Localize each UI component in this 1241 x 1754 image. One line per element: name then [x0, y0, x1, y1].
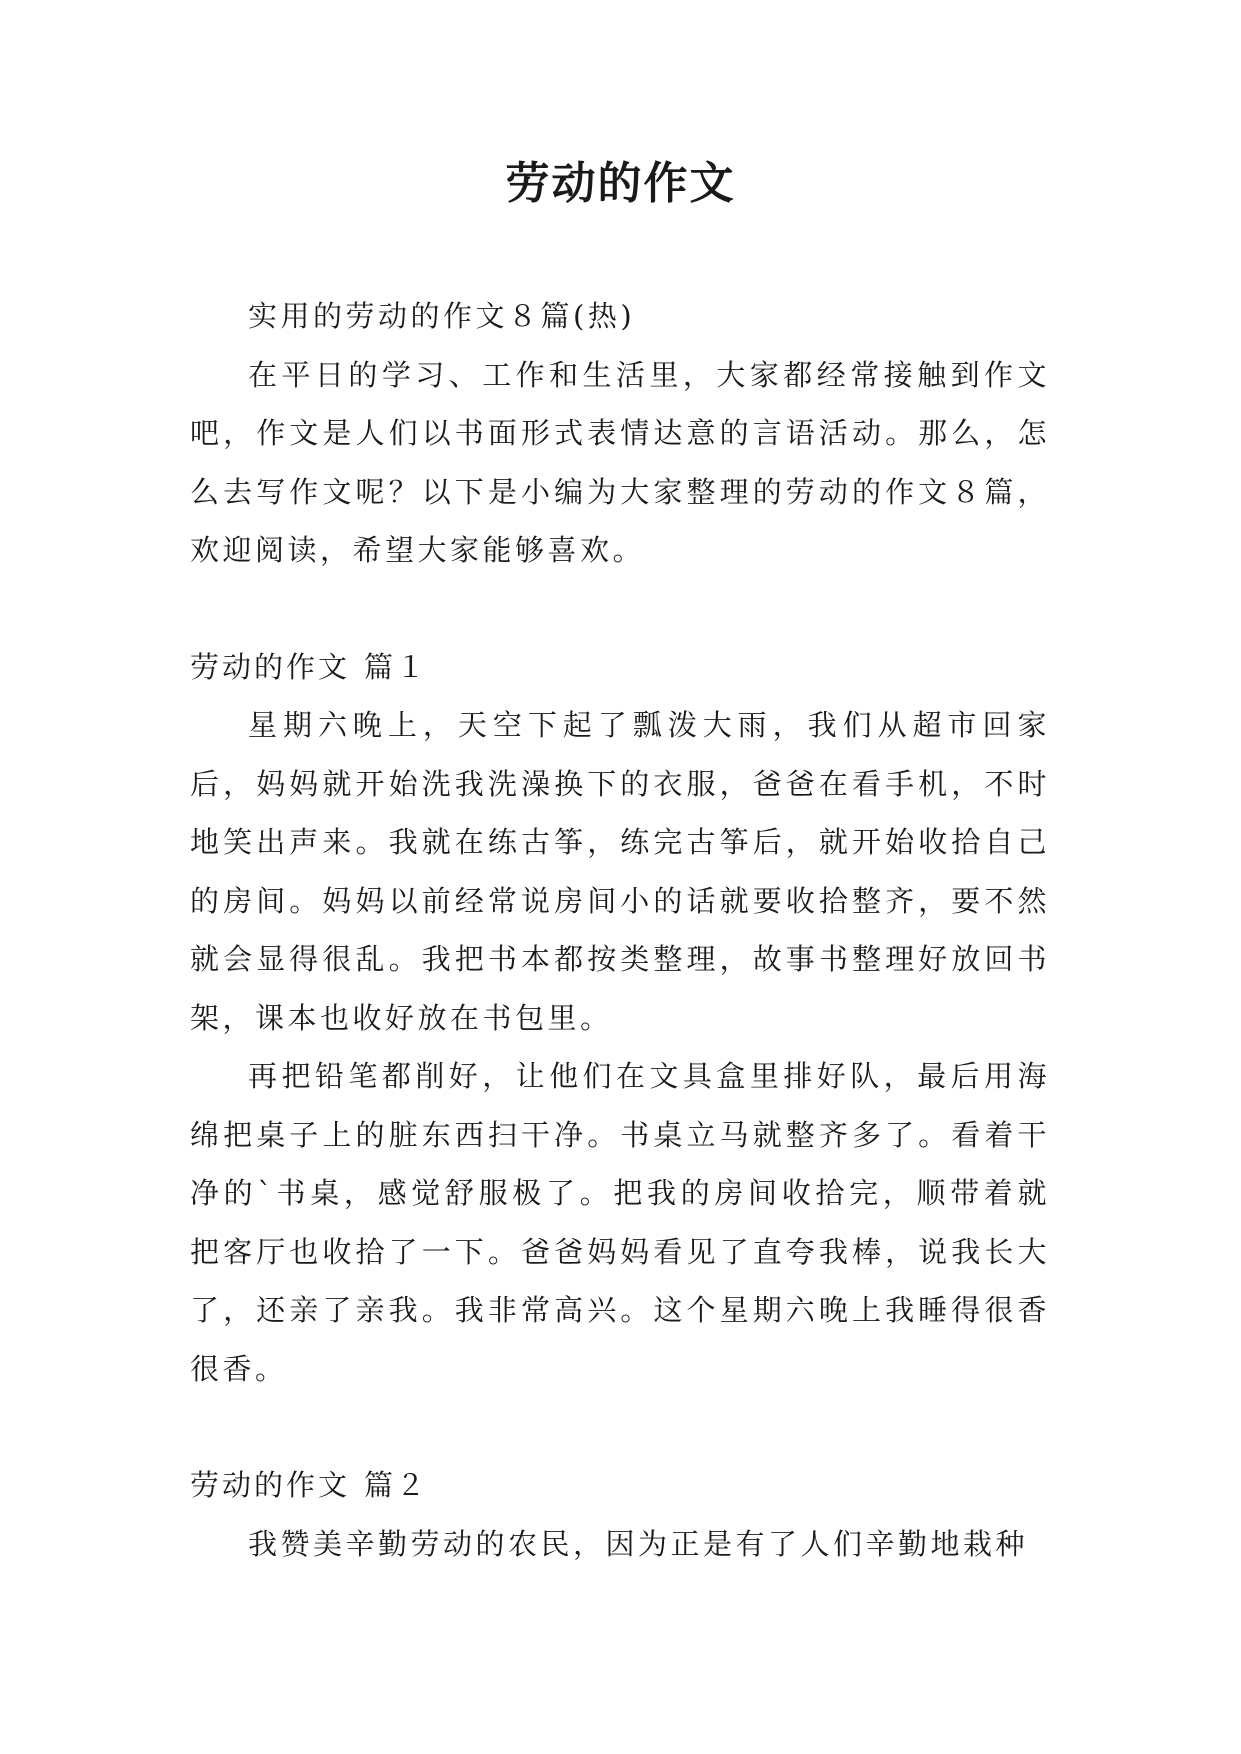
section-heading-number: 篇２	[364, 1468, 429, 1502]
section-paragraph: 星期六晚上，天空下起了瓢泼大雨，我们从超市回家后，妈妈就开始洗我洗澡换下的衣服，爸爸在看手机，不时地笑出声来。我就在练古筝，练完古筝后，就开始收拾自己的房间。妈妈以前经常说房间小的话就要收拾整齐，要不然就会显得很乱。我把书本都按类整理，故事书整理好放回书架，课本也收好放在书包里。	[190, 708, 1050, 1035]
section-heading-number: 篇１	[364, 649, 429, 684]
section-heading	[190, 638, 1050, 697]
intro-paragraph: 在平日的学习、工作和生活里，大家都经常接触到作文吧，作文是人们以书面形式表情达意的言语活动。那么，怎么去写作文呢？以下是小编为大家整理的劳动的作文８篇，欢迎阅读，希望大家能够喜欢。	[190, 357, 1050, 567]
section-paragraph: 再把铅笔都削好，让他们在文具盒里排好队，最后用海绵把桌子上的脏东西扫干净。书桌立马就整齐多了。看着干净的`书桌，感觉舒服极了。把我的房间收拾完，顺带着就把客厅也收拾了一下。爸爸妈妈看见了直夸我棒，说我长大了，还亲了亲我。我非常高兴。这个星期六晚上我睡得很香很香。	[190, 1059, 1050, 1386]
section-heading-title: 劳动的作文	[190, 649, 351, 684]
section-1	[190, 638, 1050, 1399]
section-2	[190, 1456, 1050, 1573]
section-paragraph: 我赞美辛勤劳动的农民，因为正是有了人们辛勤地栽种	[248, 1526, 1029, 1561]
intro-subtitle: 实用的劳动的作文８篇(热)	[248, 299, 636, 333]
document-title: 劳动的作文	[505, 158, 736, 209]
section-heading	[190, 1456, 1050, 1515]
document-body	[190, 287, 1050, 1573]
section-heading-title: 劳动的作文	[190, 1468, 351, 1502]
